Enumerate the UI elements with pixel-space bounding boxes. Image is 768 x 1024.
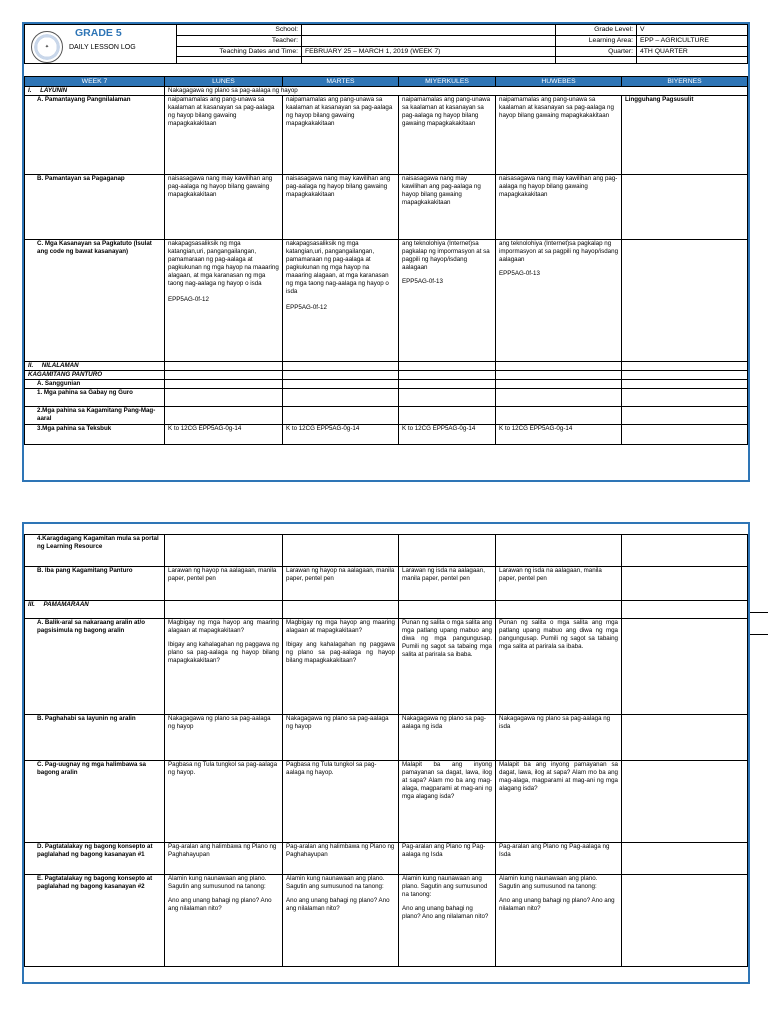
cell-text: Alamin kung naunawaan ang plano. Sagutin ang sumusunod na tanong:: [402, 875, 488, 898]
col-martes: MARTES: [283, 77, 399, 87]
dates-label: Teaching Dates and Time:: [177, 46, 302, 57]
row-c-label: C. Mga Kasanayan sa Pagkatuto (Isulat ang code ng bawat kasanayan): [25, 240, 165, 362]
cell: [399, 875, 496, 967]
cell: Nakagagawa ng plano sa pag-aalaga ng isda: [496, 715, 622, 761]
grade-level-label: Grade Level:: [556, 25, 637, 36]
cell: [283, 240, 399, 362]
balik-aral-label: A. Balik-aral sa nakaraang aralin at/o pagsisimula ng bagong aralin: [25, 619, 165, 715]
cell: Pagbasa ng Tula tungkol sa pag-aalaga ng hayop.: [283, 761, 399, 843]
cell: Larawan ng isda na aalagaan, manila paper, pentel pen: [496, 567, 622, 601]
karagdagan-label: 4.Karagdagang Kagamitan mula sa portal ng Learning Resource: [25, 535, 165, 567]
row-b-label: B. Pamantayan sa Pagaganap: [25, 175, 165, 240]
lesson-table-1: [24, 76, 748, 445]
cell-code: EPP5AG-0f-12: [286, 304, 327, 311]
cell-text: nakapagsasaliksik ng mga katangian,uri, pangangailangan, pamamaraan ng pag-aalaga at pagkukunan ng mga hayop na maaaring alagaan, at mga karanasan ng mga taong nag-aalaga ng hayop o isda: [168, 240, 279, 287]
cell: Pag-aralan ang halimbawa ng Plano ng Paghahayupan: [283, 843, 399, 875]
pamamaraan-num: III.: [28, 601, 35, 608]
cell: [399, 240, 496, 362]
grade-level-value: V: [637, 25, 748, 36]
cell-text: Ano ang unang bahagi ng plano? Ano ang nilalaman nito?: [402, 905, 489, 920]
log-title: DAILY LESSON LOG: [69, 44, 136, 51]
layunin-heading: [25, 87, 165, 96]
col-miyerkules: MIYERKULES: [399, 77, 496, 87]
school-label: School:: [177, 25, 302, 36]
cell: [622, 715, 748, 761]
cell-text: Ano ang unang bahagi ng plano? Ano ang nilalaman nito?: [286, 897, 390, 912]
cell: [622, 843, 748, 875]
header-table: [24, 24, 748, 64]
cell: K to 12CG EPP5AG-0g-14: [496, 425, 622, 445]
cell-code: EPP5AG-0f-12: [168, 296, 209, 303]
cell: [622, 240, 748, 362]
cell: [622, 761, 748, 843]
cell-text: ang teknolohiya (Internet)sa pagkalap ng impormasyon at sa pagpili ng hayop/isdang aalagaan: [499, 240, 619, 263]
page-2: [22, 522, 750, 984]
cell: [165, 240, 283, 362]
iba-label: B. Iba pang Kagamitang Panturo: [25, 567, 165, 601]
cell: [283, 619, 399, 715]
cell: [622, 619, 748, 715]
cell-text: Alamin kung naunawaan ang plano. Sagutin ang sumusunod na tanong:: [168, 875, 267, 890]
dates-value: FEBRUARY 25 – MARCH 1, 2019 (WEEK 7): [302, 46, 556, 57]
cell: K to 12CG EPP5AG-0g-14: [283, 425, 399, 445]
cell-text: Alamin kung naunawaan ang plano. Sagutin ang sumusunod na tanong:: [286, 875, 385, 890]
cell: [399, 619, 496, 715]
page-1: [22, 22, 750, 482]
cell-text: Ano ang unang bahagi ng plano? Ano ang nilalaman nito?: [168, 897, 272, 912]
cell: [622, 175, 748, 240]
pagtatalakay-2-label: E. Pagtatalakay ng bagong konsepto at paglalahad ng bagong kasanayan #2: [25, 875, 165, 967]
deped-seal-icon: ✦: [31, 31, 63, 63]
nilalaman-heading: [25, 362, 165, 371]
cell-text: Punan ng salita o mga salita ang mga patlang upang mabuo ang diwa ng mga pangungusap. Pumili ng sagot sa tabaing mga salita at parirala sa ibaba.: [402, 619, 492, 658]
sanggunian-label: A. Sanggunian: [25, 380, 165, 389]
col-lunes: LUNES: [165, 77, 283, 87]
col-biyernes: BIYERNES: [622, 77, 748, 87]
cell: naipamamalas ang pang-unawa sa kaalaman at kasanayan sa pag-aalaga ng hayop bilang gawaing mapagkakakitaan: [283, 96, 399, 175]
margin-line: [750, 634, 768, 635]
layunin-text: Nakagagawa ng plano sa pag-aalaga ng hayop: [165, 87, 748, 96]
layunin-num: I.: [28, 87, 32, 94]
cell: Malapit ba ang inyong pamayanan sa dagat, lawa, ilog at sapa? Alam mo ba ang mag-alaga, magparami at mag-ani ng mga alagang isda?: [496, 761, 622, 843]
cell: Lingguhang Pagsusulit: [622, 96, 748, 175]
cell-code: EPP5AG-0f-13: [402, 278, 443, 285]
grade-title: GRADE 5: [75, 27, 122, 39]
cell: Larawan ng hayop na aalagaan, manila paper, pentel pen: [283, 567, 399, 601]
lesson-table-2: [24, 534, 748, 967]
paghahabi-label: B. Paghahabi sa layunin ng aralin: [25, 715, 165, 761]
cell: [622, 875, 748, 967]
cell: naisasagawa nang may kawilihan ang pag-aalaga ng hayop bilang gawaing mapagkakakitaan: [283, 175, 399, 240]
cell-text: Ibigay ang kahalagahan ng paggawa ng plano sa pag-aalaga ng hayop bilang mapagkakakitaan?: [168, 641, 279, 664]
cell: [622, 425, 748, 445]
cell: Larawan ng isda na aalagaan, manila paper, pentel pen: [399, 567, 496, 601]
cell: Malapit ba ang inyong pamayanan sa dagat, lawa, ilog at sapa? Alam mo ba ang mag-alaga, magparami at mag-ani ng mga alagang isda?: [399, 761, 496, 843]
kagamitang-label: 2.Mga pahina sa Kagamitang Pang-Mag-aaral: [25, 407, 165, 425]
cell: K to 12CG EPP5AG-0g-14: [165, 425, 283, 445]
header-title-cell: [25, 25, 177, 64]
kagamitan-heading: KAGAMITANG PANTURO: [25, 371, 165, 380]
nilalaman-label: NILALAMAN: [41, 362, 79, 369]
margin-line: [750, 612, 768, 613]
teacher-label: Teacher:: [177, 35, 302, 46]
cell: Pag-aralan ang halimbawa ng Plano ng Paghahayupan: [165, 843, 283, 875]
row-a-label: A. Pamantayang Pangnilalaman: [25, 96, 165, 175]
cell: Pagbasa ng Tula tungkol sa pag-aalaga ng hayop.: [165, 761, 283, 843]
cell: Nakagagawa ng plano sa pag-aalaga ng hayop: [283, 715, 399, 761]
cell: naisasagawa nang may kawilihan ang pag-aalaga ng hayop bilang gawaing mapagkakakitaan: [399, 175, 496, 240]
cell-text: Magbigay ng mga hayop ang maaring alagaan at mapagkakitaan?: [168, 619, 279, 634]
cell: naipamamalas ang pang-unawa sa kaalaman at kasanayan sa pag-aalaga ng hayop bilang gawaing mapagkakakitaan: [165, 96, 283, 175]
cell: [496, 240, 622, 362]
school-value: [302, 25, 556, 36]
cell: Nakagagawa ng plano sa pag-aalaga ng hayop: [165, 715, 283, 761]
pag-uugnay-label: C. Pag-uugnay ng mga halimbawa sa bagong aralin: [25, 761, 165, 843]
cell: naipamamalas ang pang-unawa sa kaalaman at kasanayan sa pag-aalaga ng hayop bilang gawaing mapagkakakitaan: [496, 96, 622, 175]
cell: [622, 567, 748, 601]
cell: Pag-aralan ang Plano ng Pag-aalaga ng Isda: [496, 843, 622, 875]
cell: [496, 875, 622, 967]
quarter-value: 4TH QUARTER: [637, 46, 748, 57]
cell-text: nakapagsasaliksik ng mga katangian,uri, pangangailangan, pamamaraan ng pag-aalaga at pagkukunan ng mga hayop na maaaring alagaan, at mga karanasan ng mga taong nag-aalaga ng hayop o isda: [286, 240, 389, 295]
cell-text: Magbigay ng mga hayop ang maaring alagaan at mapagkakitaan?: [286, 619, 395, 634]
gabay-label: 1. Mga pahina sa Gabay ng Guro: [25, 389, 165, 407]
cell: naisasagawa nang may kawilihan ang pag-aalaga ng hayop bilang gawaing mapagkakakitaan: [496, 175, 622, 240]
cell: [165, 875, 283, 967]
cell-text: Alamin kung naunawaan ang plano. Sagutin ang sumusunod na tanong:: [499, 875, 598, 890]
nilalaman-num: II.: [28, 362, 34, 369]
teksbuk-label: 3.Mga pahina sa Teksbuk: [25, 425, 165, 445]
cell: Larawan ng hayop na aalagaan, manila paper, pentel pen: [165, 567, 283, 601]
pamamaraan-heading: [25, 601, 165, 619]
cell: Pag-aralan ang Plano ng Pag-aalaga ng Isda: [399, 843, 496, 875]
learning-area-label: Learning Area:: [556, 35, 637, 46]
cell: [283, 875, 399, 967]
cell: naisasagawa nang may kawilihan ang pag-aalaga ng hayop bilang gawaing mapagkakakitaan: [165, 175, 283, 240]
layunin-label: LAYUNIN: [40, 87, 68, 94]
cell: K to 12CG EPP5AG-0g-14: [399, 425, 496, 445]
col-week: WEEK 7: [25, 77, 165, 87]
cell-text: Ano ang unang bahagi ng plano? Ano ang nilalaman nito?: [499, 897, 615, 912]
teacher-value: [302, 35, 556, 46]
cell: Nakagagawa ng plano sa pag-aalaga ng isda: [399, 715, 496, 761]
learning-area-value: EPP – AGRICULTURE: [637, 35, 748, 46]
cell-text: Punan ng salita o mga salita ang mga patlang upang mabuo ang diwa ng mga pangungusap. Pumili ng sagot sa tabaing mga salita at parirala sa ibaba.: [499, 619, 618, 650]
pamamaraan-label: PAMAMARAAN: [43, 601, 89, 608]
pagtatalakay-1-label: D. Pagtatalakay ng bagong konsepto at paglalahad ng bagong kasanayan #1: [25, 843, 165, 875]
cell-code: EPP5AG-0f-13: [499, 270, 540, 277]
cell: naipamamalas ang pang-unawa sa kaalaman at kasanayan sa pag-aalaga ng hayop bilang gawaing mapagkakakitaan: [399, 96, 496, 175]
cell: [165, 619, 283, 715]
quarter-label: Quarter:: [556, 46, 637, 57]
col-huwebes: HUWEBES: [496, 77, 622, 87]
cell-text: Ibigay ang kahalagahan ng paggawa ng plano sa pag-aalaga ng hayop bilang mapagkakakitaan?: [286, 641, 395, 664]
cell: [496, 619, 622, 715]
cell-text: ang teknolohiya (Internet)sa pagkalap ng impormasyon at sa pagpili ng hayop/isdang aalagaan: [402, 240, 490, 271]
